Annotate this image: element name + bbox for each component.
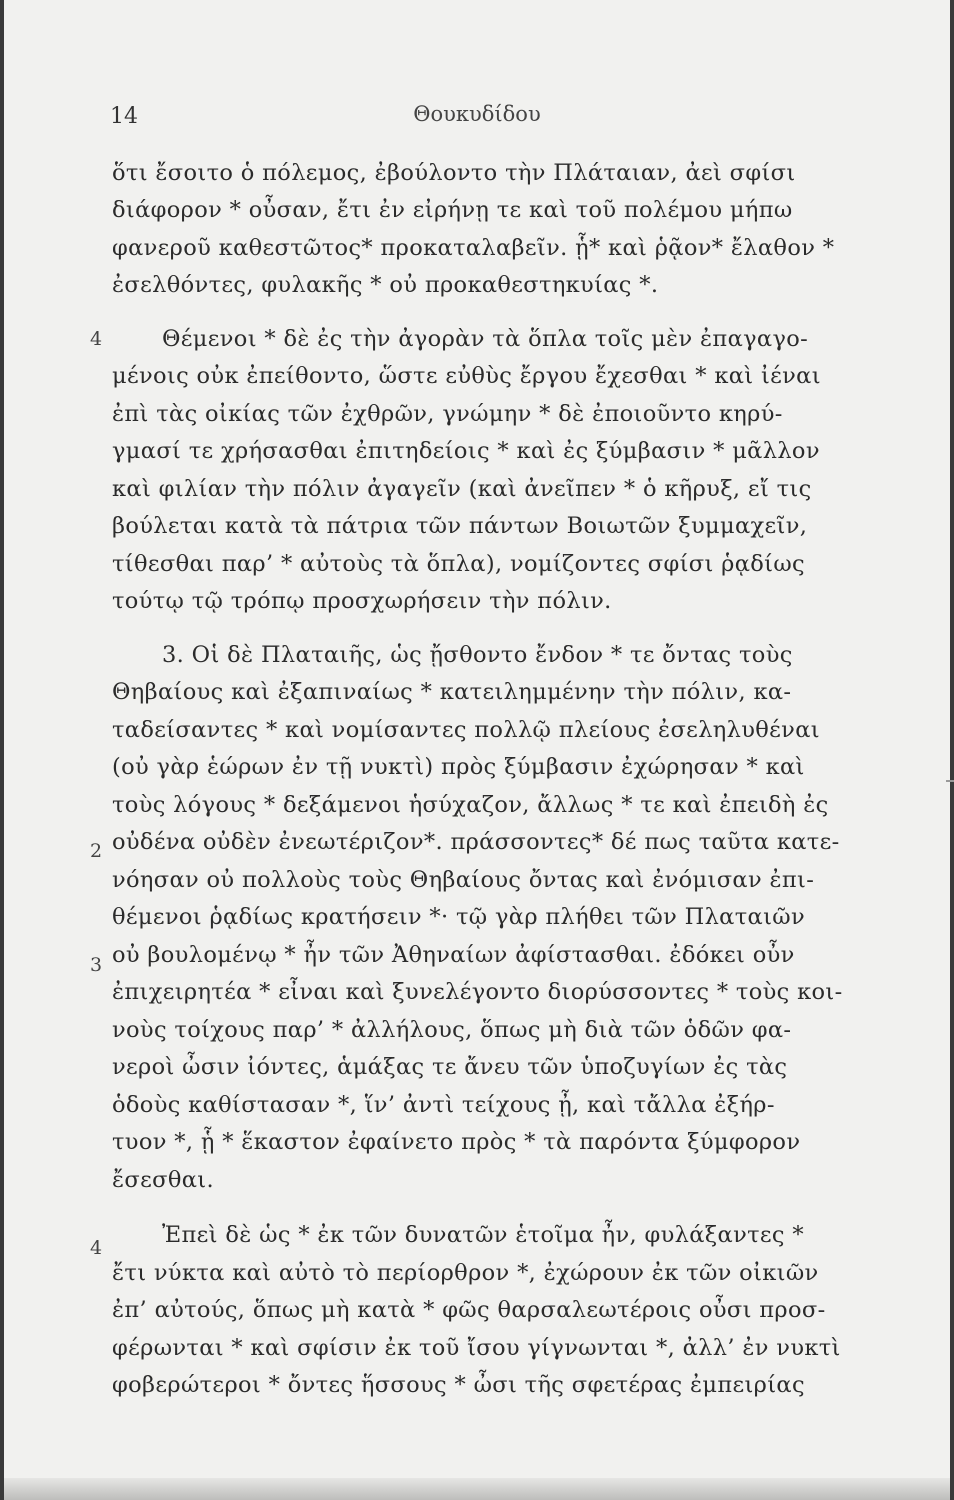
text-line: ἐσελθόντες, φυλακῆς * οὐ προκαθεστηκυίας *. — [112, 272, 659, 298]
text-line: τίθεσθαι παρ’ * αὐτοὺς τὰ ὅπλα), νομίζοντες σφίσι ῥᾳδίως — [112, 551, 805, 577]
text-line: ἔτι νύκτα καὶ αὐτὸ τὸ περίορθρον *, ἐχώρουν ἐκ τῶν οἰκιῶν — [112, 1260, 819, 1286]
text-line: θέμενοι ῥᾳδίως κρατήσειν *· τῷ γὰρ πλήθει τῶν Πλαταιῶν — [112, 904, 805, 930]
page-number: 14 — [110, 104, 138, 129]
text-line: ταδείσαντες * καὶ νομίσαντες πολλῷ πλείους ἐσεληλυθέναι — [112, 717, 820, 743]
section-number: 4 — [90, 328, 103, 350]
text-line: διάφορον * οὖσαν, ἔτι ἐν εἰρήνῃ τε καὶ τοῦ πολέμου μήπω — [112, 197, 793, 223]
text-line: νεροὶ ὦσιν ἰόντες, ἁμάξας τε ἄνευ τῶν ὑποζυγίων ἐς τὰς — [112, 1054, 788, 1080]
text-line: ἐπ’ αὐτούς, ὅπως μὴ κατὰ * φῶς θαρσαλεωτέροις οὖσι προσ- — [112, 1297, 826, 1323]
text-line: 3. Οἱ δὲ Πλαταιῆς, ὡς ᾔσθοντο ἔνδον * τε ὄντας τοὺς — [162, 642, 793, 668]
page-header — [4, 100, 950, 136]
text-line: τυον *, ᾗ * ἕκαστον ἐφαίνετο πρὸς * τὰ παρόντα ξύμφορον — [112, 1129, 801, 1155]
scan-edge-mark — [946, 780, 954, 782]
text-line: φοβερώτεροι * ὄντες ἥσσους * ὦσι τῆς σφετέρας ἐμπειρίας — [112, 1372, 805, 1398]
text-line: ὁδοὺς καθίστασαν *, ἵν’ ἀντὶ τείχους ᾖ, καὶ τἄλλα ἐξήρ- — [112, 1092, 775, 1118]
book-page — [4, 0, 950, 1500]
text-line: οὐ βουλομένῳ * ἦν τῶν Ἀθηναίων ἀφίστασθαι. ἐδόκει οὖν — [112, 942, 795, 968]
section-number: 4 — [90, 1237, 103, 1259]
text-line: ἐπὶ τὰς οἰκίας τῶν ἐχθρῶν, γνώμην * δὲ ἐποιοῦντο κηρύ- — [112, 401, 783, 427]
text-line: γμασί τε χρήσασθαι ἐπιτηδείοις * καὶ ἐς ξύμβασιν * μᾶλλον — [112, 438, 820, 464]
text-line: τούτῳ τῷ τρόπῳ προσχωρήσειν τὴν πόλιν. — [112, 588, 612, 614]
text-line: φέρωνται * καὶ σφίσιν ἐκ τοῦ ἴσου γίγνωνται *, ἀλλ’ ἐν νυκτὶ — [112, 1335, 841, 1361]
text-line: βούλεται κατὰ τὰ πάτρια τῶν πάντων Βοιωτῶν ξυμμαχεῖν, — [112, 513, 808, 539]
text-line: (οὐ γὰρ ἑώρων ἐν τῇ νυκτὶ) πρὸς ξύμβασιν ἐχώρησαν * καὶ — [112, 754, 805, 780]
text-line: ἐπιχειρητέα * εἶναι καὶ ξυνελέγοντο διορύσσοντες * τοὺς κοι- — [112, 979, 843, 1005]
text-line: μένοις οὐκ ἐπείθοντο, ὥστε εὐθὺς ἔργου ἔχεσθαι * καὶ ἰέναι — [112, 363, 821, 389]
text-line: οὐδένα οὐδὲν ἐνεωτέριζον*. πράσσοντες* δέ πως ταῦτα κατε- — [112, 829, 840, 855]
section-number: 3 — [90, 954, 103, 976]
text-line: νόησαν οὐ πολλοὺς τοὺς Θηβαίους ὄντας καὶ ἐνόμισαν ἐπι- — [112, 867, 815, 893]
text-line: ἔσεσθαι. — [112, 1167, 214, 1193]
text-line: τοὺς λόγους * δεξάμενοι ἡσύχαζον, ἄλλως * τε καὶ ἐπειδὴ ἐς — [112, 792, 829, 818]
text-line: νοὺς τοίχους παρ’ * ἀλλήλους, ὅπως μὴ διὰ τῶν ὁδῶν φα- — [112, 1017, 792, 1043]
text-line: Θέμενοι * δὲ ἐς τὴν ἀγορὰν τὰ ὅπλα τοῖς μὲν ἐπαγαγο- — [162, 326, 809, 352]
text-line: φανεροῦ καθεστῶτος* προκαταλαβεῖν. ᾗ* καὶ ῥᾷον* ἔλαθον * — [112, 235, 835, 261]
text-line: καὶ φιλίαν τὴν πόλιν ἀγαγεῖν (καὶ ἀνεῖπεν * ὁ κῆρυξ, εἴ τις — [112, 476, 812, 502]
text-line: Θηβαίους καὶ ἐξαπιναίως * κατειλημμένην τὴν πόλιν, κα- — [112, 679, 792, 705]
section-number: 2 — [90, 840, 103, 862]
running-title: Θουκυδίδου — [413, 102, 541, 126]
text-line: Ἐπεὶ δὲ ὡς * ἐκ τῶν δυνατῶν ἑτοῖμα ἦν, φυλάξαντες * — [162, 1222, 804, 1248]
text-line: ὅτι ἔσοιτο ὁ πόλεμος, ἐβούλοντο τὴν Πλάταιαν, ἀεὶ σφίσι — [112, 160, 796, 186]
